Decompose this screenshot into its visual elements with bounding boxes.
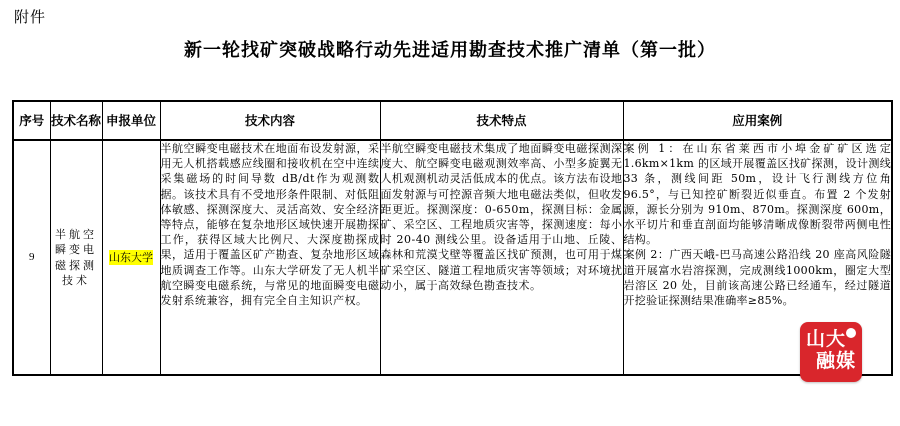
table-row — [13, 140, 892, 375]
row-content-cell: 半航空瞬变电磁技术在地面布设发射源，采用无人机搭载感应线圈和接收机在空中连续采集磁场的时间导数 dB/dt作为观测数据。该技术具有不受地形条件限制、对低阻体敏感、探测深度大、灵活高效、安全经济等特点，能够在复杂地形区域快速开展勘探工作，获得区域大比例尺、大深度勘探成果，适用于覆盖区矿产勘查、复杂地形区域地质调查工作等。山东大学研发了无人机半航空瞬变电磁系统，与常见的地面瞬变电磁发射系统兼容，拥有完全自主知识产权。 — [160, 140, 380, 375]
logo-line-1: 山大 — [806, 328, 847, 350]
logo-line-2: 融媒 — [815, 350, 856, 372]
shanda-media-logo — [800, 322, 862, 382]
header-number: 序号 — [13, 101, 50, 140]
row-features-cell: 半航空瞬变电磁技术集成了地面瞬变电磁探测深度大、航空瞬变电磁观测效率高、小型多旋翼无人机观测机动灵活低成本的优点。该方法布设地面发射源与可控源音频大地电磁法类似，但收发距更近。探测深度：0-650m，探测目标：金属矿、采空区、工程地质灾害等，探测速度：每小时 20-40 测线公里。设备适用于山地、丘陵、森林和荒漠戈壁等覆盖区找矿预测，也可用于煤矿采空区、隧道工程地质灾害等领域；对环境扰动小，属于高效绿色勘查技术。 — [380, 140, 623, 375]
attachment-label: 附件 — [14, 8, 47, 26]
unit-highlight: 山东大学 — [109, 250, 153, 264]
header-unit: 申报单位 — [102, 101, 160, 140]
logo-dot-icon — [846, 328, 856, 338]
document-title: 新一轮找矿突破战略行动先进适用勘查技术推广清单（第一批） — [184, 40, 716, 61]
header-features: 技术特点 — [380, 101, 623, 140]
header-content: 技术内容 — [160, 101, 380, 140]
header-tech-name: 技术名称 — [50, 101, 102, 140]
case-2-text: 案例 2：广西天峨-巴马高速公路沿线 20 座高风险隧道开展富水岩溶探测，完成测线1000km，圈定大型岩溶区 20 处，目前该高速公路已经通车，经过隧道开挖验证探测结果准确率≥85%。 — [623, 248, 891, 308]
row-number-cell: 9 — [13, 140, 50, 375]
case-1-text: 案例 1：在山东省莱西市小埠金矿矿区选定1.6km×1km 的区域开展覆盖区找矿探测，设计测线 33 条，测线间距 50m，设计飞行测线方位角 96.5°，与已知控矿断裂近似垂直。布置 2 个发射源，源长分别为 910m、870m。探测深度 600m，水平切片和垂直剖面均能够清晰成像断裂带两侧电性结构。 — [623, 142, 891, 247]
header-cases: 应用案例 — [623, 101, 892, 140]
row-tech-name-cell: 半航空瞬变电磁探测技术 — [50, 140, 102, 375]
table-header-row — [13, 101, 892, 140]
row-unit-cell — [102, 140, 160, 375]
promotion-list-table — [12, 100, 893, 376]
